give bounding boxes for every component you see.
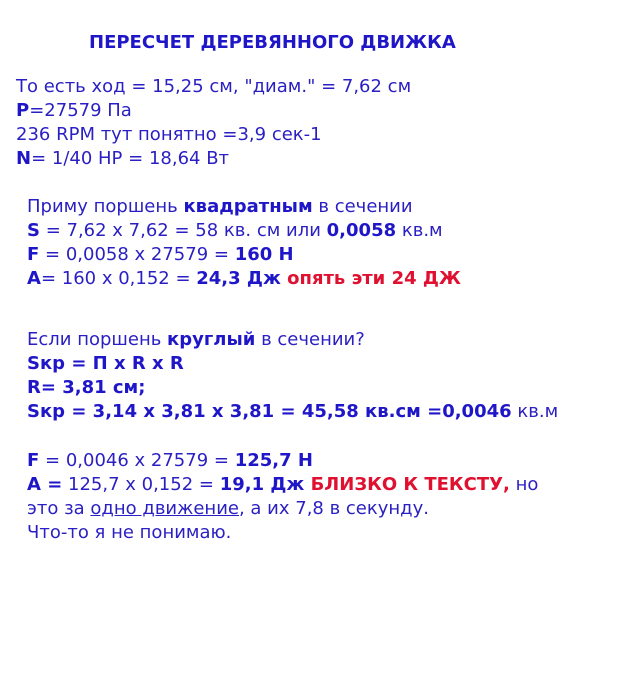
- conclusion-line: [27, 521, 231, 545]
- square-work-text: = 160 х 0,152 =: [40, 268, 197, 289]
- round-piston-bold: круглый: [167, 329, 256, 350]
- per-stroke-line: [27, 497, 429, 521]
- round-force-line: [27, 449, 313, 473]
- page-title: ПЕРЕСЧЕТ ДЕРЕВЯННОГО ДВИЖКА: [89, 32, 456, 53]
- round-piston-post: в сечении?: [255, 329, 365, 350]
- round-work-line: [27, 473, 538, 497]
- square-area-text: = 7,62 х 7,62 = 58 кв. см или: [39, 220, 327, 241]
- square-area-line: [27, 219, 443, 243]
- round-area-formula: Sкр = П х R х R: [27, 353, 184, 374]
- square-area-bold: 0,0058: [326, 220, 397, 241]
- round-piston-line: [27, 328, 365, 352]
- square-force-text: = 0,0058 х 27579 =: [39, 244, 235, 265]
- round-area-line: [27, 400, 558, 424]
- round-work-label: А =: [27, 474, 63, 495]
- square-piston-pre: Приму поршень: [27, 196, 184, 217]
- square-work-remark: опять эти 24 ДЖ: [280, 268, 461, 289]
- square-area-label: S: [27, 220, 40, 241]
- round-piston-pre: Если поршень: [27, 329, 168, 350]
- square-piston-bold: квадратным: [183, 196, 313, 217]
- round-area-formula-line: [27, 352, 184, 376]
- round-work-post: но: [509, 474, 539, 495]
- stroke-diameter-line: [16, 75, 411, 99]
- square-piston-line: [27, 195, 413, 219]
- round-force-bold: 125,7 Н: [234, 450, 313, 471]
- pressure-value: =27579 Па: [29, 100, 132, 121]
- rpm-text: 236 RPM тут понятно =3,9 сек-1: [16, 124, 322, 145]
- round-area-post: кв.м: [511, 401, 559, 422]
- radius-line: [27, 376, 145, 400]
- round-area-bold: Sкр = 3,14 х 3,81 х 3,81 = 45,58 кв.см =0,0046: [27, 401, 512, 422]
- square-force-label: F: [27, 244, 40, 265]
- round-work-text: 125,7 х 0,152 =: [62, 474, 220, 495]
- per-stroke-post: , а их 7,8 в секунду.: [238, 498, 429, 519]
- conclusion-text: Что-то я не понимаю.: [27, 522, 232, 543]
- radius-text: R= 3,81 см;: [27, 377, 146, 398]
- pressure-label: P: [16, 100, 30, 121]
- round-force-label: F: [27, 450, 40, 471]
- square-piston-post: в сечении: [312, 196, 413, 217]
- round-work-bold: 19,1 Дж: [219, 474, 305, 495]
- round-work-remark: БЛИЗКО К ТЕКСТУ,: [304, 474, 510, 495]
- power-value: = 1/40 HP = 18,64 Вт: [31, 148, 230, 169]
- pressure-line: [16, 99, 132, 123]
- rpm-line: [16, 123, 322, 147]
- square-work-bold: 24,3 Дж: [196, 268, 281, 289]
- square-work-label: А: [27, 268, 41, 289]
- per-stroke-pre: это за: [27, 498, 91, 519]
- round-force-text: = 0,0046 х 27579 =: [39, 450, 235, 471]
- power-label: N: [16, 148, 32, 169]
- per-stroke-underlined: одно движение: [90, 498, 239, 519]
- stroke-diameter-text: То есть ход = 15,25 см, "диам." = 7,62 см: [16, 76, 412, 97]
- square-work-line: [27, 267, 461, 291]
- square-force-bold: 160 Н: [234, 244, 294, 265]
- square-area-post: кв.м: [396, 220, 443, 241]
- power-line: [16, 147, 229, 171]
- square-force-line: [27, 243, 294, 267]
